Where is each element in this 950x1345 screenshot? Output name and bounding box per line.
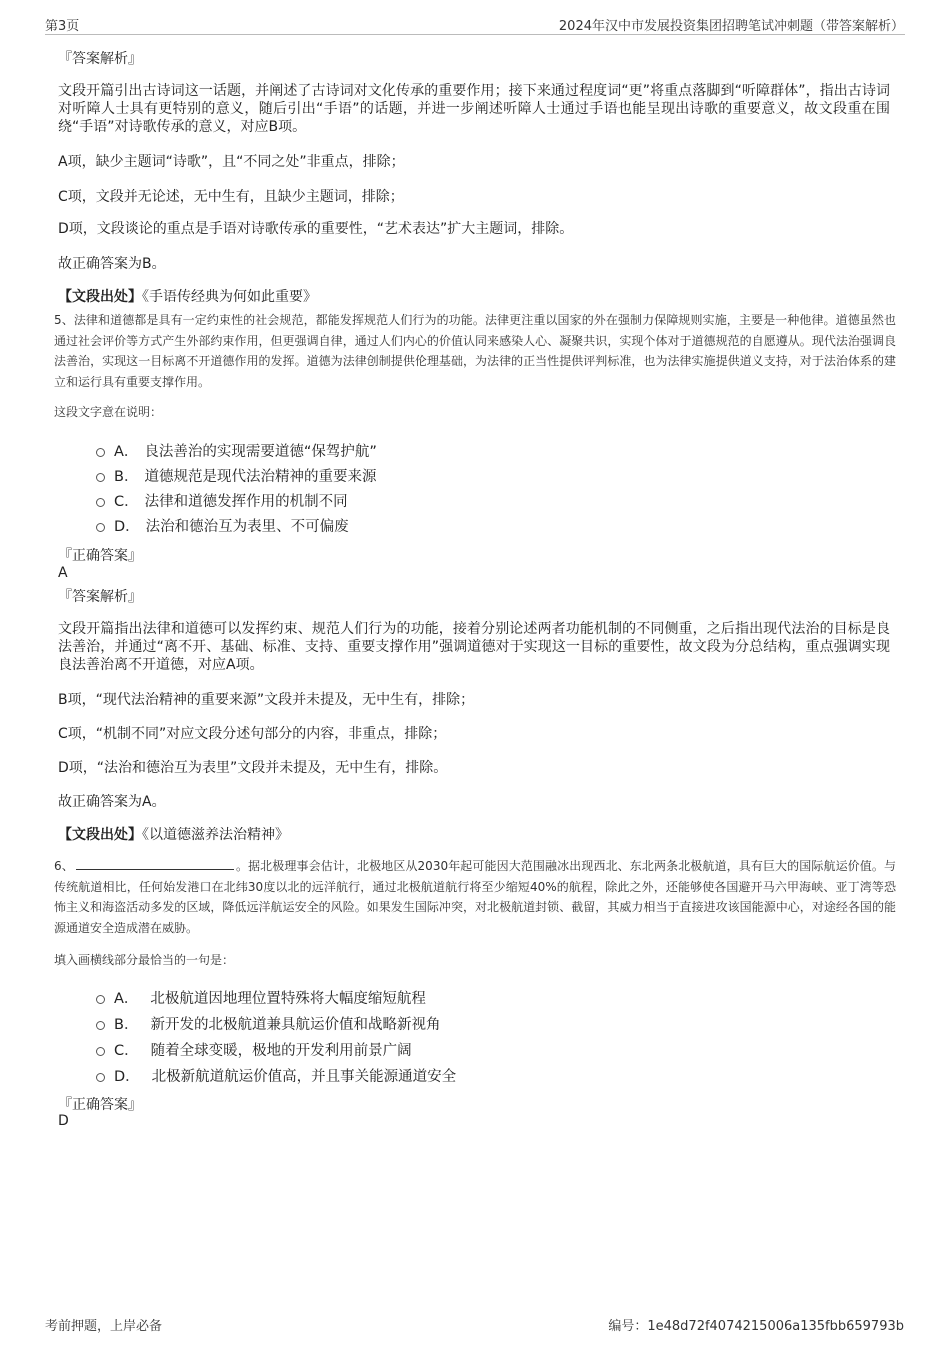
q5-source-title: 《以道德滋养法治精神》 xyxy=(142,827,289,843)
q5-option-b[interactable]: B． 道德规范是现代法治精神的重要来源 xyxy=(96,465,376,485)
q5-analysis-option-b: B项，“现代法治精神的重要来源”文段并未提及，无中生有，排除； xyxy=(58,692,475,708)
q5-analysis-paragraph: 文段开篇指出法律和道德可以发挥约束、规范人们行为的功能，接着分别论述两者功能机制的不同侧重，之后指出现代法治的目标是良法善治，并通过“离不开、基础、标准、支持、重要支撑作用”强调道德对于实现这一目标的重要性，故文段为分总结构，重点强调实现良法善治离不开道德，对应A项。 xyxy=(58,621,890,673)
q5-stem-text: 法律和道德都是具有一定约束性的社会规范，都能发挥规范人们行为的功能。法律更注重以国家的外在强制力保障规则实施，主要是一种他律。道德虽然也通过社会评价等方式产生外部约束作用，但更强调自律，通过人们内心的价值认同来感染人心、凝聚共识，实现个体对于道德规范的自愿遵从。现代法治强调良法善治，实现这一目标离不开道德作用的发挥。道德为法律创制提供伦理基础，为法律的正当性提供评判标准，也为法律实施提供道义支持，对于法治体系的建立和运行具有重要支撑作用。 xyxy=(54,313,896,389)
q4-analysis-option-a: A项，缺少主题词“诗歌”，且“不同之处”非重点，排除； xyxy=(58,154,405,170)
page-number: 第3页 xyxy=(45,19,80,34)
q6-stem xyxy=(54,856,896,938)
radio-icon[interactable] xyxy=(96,523,105,532)
footer-slogan: 考前押题，上岸必备 xyxy=(45,1319,163,1334)
q6-option-c[interactable]: C． 随着全球变暖，极地的开发利用前景广阔 xyxy=(96,1039,412,1059)
q5-stem xyxy=(54,310,896,392)
q4-analysis-option-d: D项，文段谈论的重点是手语对诗歌传承的重要性，“艺术表达”扩大主题词，排除。 xyxy=(58,221,574,237)
q5-option-d-text: 法治和德治互为表里、不可偏废 xyxy=(145,518,349,535)
q6-stem-text: 。据北极理事会估计，北极地区从2030年起可能因大范围融冰出现西北、东北两条北极航道，具有巨大的国际航运价值。与传统航道相比，任何始发港口在北纬30度以北的远洋航行，通过北极航道航行将至少缩短40%的航程，除此之外，还能够使各国避开马六甲海峡、亚丁湾等恐怖主义和海盗活动多发的区域，降低远洋航运安全的风险。如果发生国际冲突，对北极航道封锁、截留，其威力相当于直接进攻该国能源中心，对途经各国的能源通道安全造成潜在威胁。 xyxy=(54,859,897,935)
q5-option-c-text: 法律和道德发挥作用的机制不同 xyxy=(144,493,348,510)
q5-source-label: 【文段出处】 xyxy=(58,827,142,843)
radio-icon[interactable] xyxy=(96,1047,105,1056)
q5-option-b-text: 道德规范是现代法治精神的重要来源 xyxy=(144,468,377,485)
q4-conclusion: 故正确答案为B。 xyxy=(58,256,166,272)
radio-icon[interactable] xyxy=(96,473,105,482)
q6-option-c-text: 随着全球变暖，极地的开发利用前景广阔 xyxy=(150,1042,412,1059)
radio-icon[interactable] xyxy=(96,1073,105,1082)
q6-answer: D xyxy=(58,1113,69,1129)
q4-analysis-option-c: C项，文段并无论述，无中生有，且缺少主题词，排除； xyxy=(58,189,404,205)
q6-prompt: 填入画横线部分最恰当的一句是： xyxy=(54,953,235,967)
q5-number: 5、 xyxy=(54,313,74,327)
q6-option-d-text: 北极新航道航运价值高，并且事关能源通道安全 xyxy=(151,1068,457,1085)
q5-analysis-option-d: D项，“法治和德治互为表里”文段并未提及，无中生有，排除。 xyxy=(58,760,448,776)
q4-source-title: 《手语传经典为何如此重要》 xyxy=(142,289,317,305)
q5-analysis-label: 『答案解析』 xyxy=(58,589,142,605)
q4-analysis-paragraph: 文段开篇引出古诗词这一话题，并阐述了古诗词对文化传承的重要作用；接下来通过程度词“更”将重点落脚到“听障群体”，指出古诗词对听障人士具有更特别的意义，随后引出“手语”的话题，并进一步阐述听障人士通过手语也能呈现出诗歌的重要意义，故文段重在围绕“手语”对诗歌传承的意义，对应B项。 xyxy=(58,83,890,135)
radio-icon[interactable] xyxy=(96,498,105,507)
q6-number: 6、 xyxy=(54,859,74,873)
footer-code-label: 编号： xyxy=(608,1319,648,1334)
q6-answer-label: 『正确答案』 xyxy=(58,1097,142,1113)
q6-option-d[interactable]: D． 北极新航道航运价值高，并且事关能源通道安全 xyxy=(96,1065,456,1085)
radio-icon[interactable] xyxy=(96,448,105,457)
footer-code xyxy=(608,1315,904,1334)
q6-option-a[interactable]: A． 北极航道因地理位置特殊将大幅度缩短航程 xyxy=(96,987,426,1007)
q4-analysis-label: 『答案解析』 xyxy=(58,51,142,67)
q6-option-b[interactable]: B． 新开发的北极航道兼具航运价值和战略新视角 xyxy=(96,1013,440,1033)
q5-conclusion: 故正确答案为A。 xyxy=(58,794,166,810)
q5-prompt: 这段文字意在说明： xyxy=(54,405,163,419)
q5-option-a[interactable]: A． 良法善治的实现需要道德“保驾护航” xyxy=(96,440,377,460)
radio-icon[interactable] xyxy=(96,995,105,1004)
q5-source xyxy=(58,824,289,844)
footer-code-value: 1e48d72f4074215006a135fbb659793b xyxy=(647,1319,904,1334)
q4-source xyxy=(58,286,317,306)
document-title: 2024年汉中市发展投资集团招聘笔试冲刺题（带答案解析） xyxy=(558,19,904,34)
radio-icon[interactable] xyxy=(96,1021,105,1030)
q5-answer-label: 『正确答案』 xyxy=(58,548,142,564)
q5-analysis-option-c: C项，“机制不同”对应文段分述句部分的内容，非重点，排除； xyxy=(58,726,447,742)
q5-option-d[interactable]: D． 法治和德治互为表里、不可偏废 xyxy=(96,515,349,535)
header-divider xyxy=(45,34,905,35)
q5-option-c[interactable]: C． 法律和道德发挥作用的机制不同 xyxy=(96,490,348,510)
q4-source-label: 【文段出处】 xyxy=(58,289,142,305)
q5-option-a-text: 良法善治的实现需要道德“保驾护航” xyxy=(144,443,377,460)
q6-option-b-text: 新开发的北极航道兼具航运价值和战略新视角 xyxy=(150,1016,441,1033)
q5-answer: A xyxy=(58,565,68,581)
fill-blank xyxy=(76,859,234,870)
q6-option-a-text: 北极航道因地理位置特殊将大幅度缩短航程 xyxy=(150,990,426,1007)
